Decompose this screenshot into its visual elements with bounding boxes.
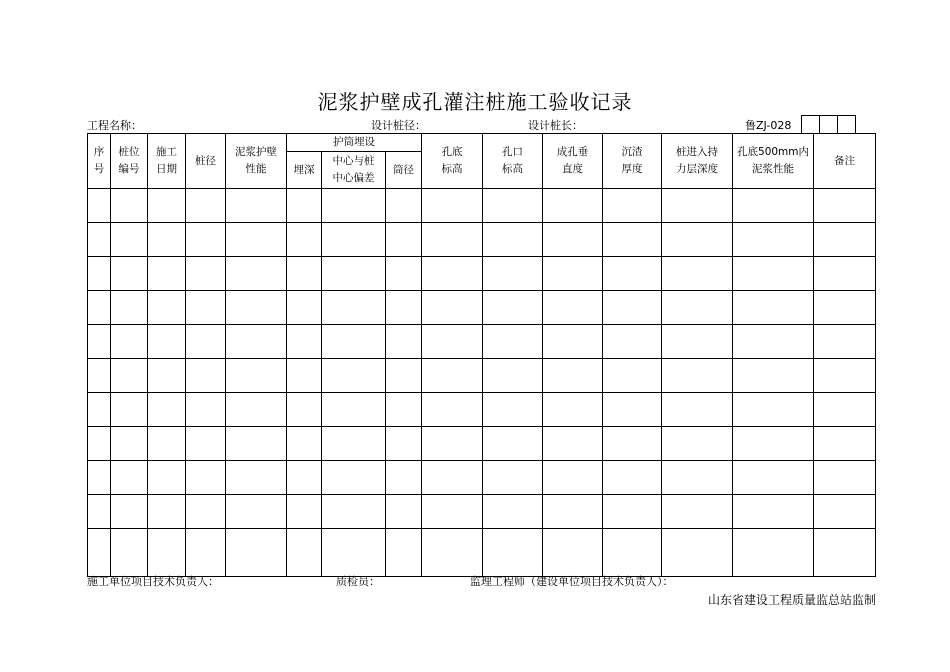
table-cell[interactable] xyxy=(422,427,483,461)
table-cell[interactable] xyxy=(422,291,483,325)
table-cell[interactable] xyxy=(287,359,322,393)
table-cell[interactable] xyxy=(88,325,111,359)
table-cell[interactable] xyxy=(814,529,876,577)
code-boxes xyxy=(802,115,856,134)
table-cell[interactable] xyxy=(603,427,662,461)
table-cell[interactable] xyxy=(322,223,386,257)
table-cell[interactable] xyxy=(422,529,483,577)
table-cell[interactable] xyxy=(148,427,186,461)
table-cell[interactable] xyxy=(186,529,226,577)
table-cell[interactable] xyxy=(322,529,386,577)
table-cell[interactable] xyxy=(186,291,226,325)
table-cell[interactable] xyxy=(111,495,148,529)
table-cell[interactable] xyxy=(287,495,322,529)
table-cell[interactable] xyxy=(287,427,322,461)
table-row xyxy=(88,291,876,325)
table-cell[interactable] xyxy=(733,257,814,291)
header-bottom-mud: 孔底500mm内 泥浆性能 xyxy=(733,134,814,189)
table-cell[interactable] xyxy=(186,495,226,529)
table-cell[interactable] xyxy=(226,257,287,291)
table-cell[interactable] xyxy=(226,325,287,359)
table-row xyxy=(88,529,876,577)
table-cell[interactable] xyxy=(287,325,322,359)
table-cell[interactable] xyxy=(422,495,483,529)
header-seq: 序 号 xyxy=(88,134,111,189)
table-cell[interactable] xyxy=(226,495,287,529)
table-cell[interactable] xyxy=(322,189,386,223)
table-cell[interactable] xyxy=(733,291,814,325)
table-cell[interactable] xyxy=(814,427,876,461)
table-cell[interactable] xyxy=(226,223,287,257)
table-cell[interactable] xyxy=(386,257,422,291)
header-pile-no: 桩位 编号 xyxy=(111,134,148,189)
table-cell[interactable] xyxy=(88,291,111,325)
header-remarks: 备注 xyxy=(814,134,876,189)
table-cell[interactable] xyxy=(322,393,386,427)
table-cell[interactable] xyxy=(422,359,483,393)
code-box[interactable] xyxy=(837,115,856,134)
header-mud-performance: 泥浆护壁 性能 xyxy=(226,134,287,189)
table-cell[interactable] xyxy=(733,393,814,427)
table-row xyxy=(88,325,876,359)
table-cell[interactable] xyxy=(662,223,733,257)
table-cell[interactable] xyxy=(603,495,662,529)
table-row xyxy=(88,427,876,461)
table-cell[interactable] xyxy=(603,461,662,495)
table-cell[interactable] xyxy=(814,495,876,529)
table-cell[interactable] xyxy=(88,393,111,427)
table-cell[interactable] xyxy=(483,393,543,427)
design-length-label: 设计桩长： xyxy=(528,119,583,132)
table-cell[interactable] xyxy=(386,325,422,359)
table-cell[interactable] xyxy=(386,393,422,427)
table-cell[interactable] xyxy=(111,427,148,461)
table-cell[interactable] xyxy=(603,257,662,291)
table-cell[interactable] xyxy=(483,359,543,393)
code-box[interactable] xyxy=(801,115,820,134)
table-cell[interactable] xyxy=(148,495,186,529)
table-cell[interactable] xyxy=(287,189,322,223)
header-top-elevation: 孔口 标高 xyxy=(483,134,543,189)
table-cell[interactable] xyxy=(111,223,148,257)
table-cell[interactable] xyxy=(603,189,662,223)
table-cell[interactable] xyxy=(603,223,662,257)
table-cell[interactable] xyxy=(148,359,186,393)
table-cell[interactable] xyxy=(603,359,662,393)
table-cell[interactable] xyxy=(226,291,287,325)
table-cell[interactable] xyxy=(88,189,111,223)
table-cell[interactable] xyxy=(287,393,322,427)
table-cell[interactable] xyxy=(88,495,111,529)
table-cell[interactable] xyxy=(662,291,733,325)
table-cell[interactable] xyxy=(226,359,287,393)
table-cell[interactable] xyxy=(287,257,322,291)
table-cell[interactable] xyxy=(483,461,543,495)
table-cell[interactable] xyxy=(322,359,386,393)
table-cell[interactable] xyxy=(603,291,662,325)
table-cell[interactable] xyxy=(603,325,662,359)
table-cell[interactable] xyxy=(733,529,814,577)
table-cell[interactable] xyxy=(483,427,543,461)
header-sediment: 沉渣 厚度 xyxy=(603,134,662,189)
table-cell[interactable] xyxy=(543,393,603,427)
table-cell[interactable] xyxy=(543,461,603,495)
table-cell[interactable] xyxy=(603,393,662,427)
table-cell[interactable] xyxy=(733,325,814,359)
table-cell[interactable] xyxy=(186,223,226,257)
table-cell[interactable] xyxy=(422,393,483,427)
table-cell[interactable] xyxy=(111,257,148,291)
table-cell[interactable] xyxy=(814,223,876,257)
table-cell[interactable] xyxy=(386,529,422,577)
table-cell[interactable] xyxy=(386,291,422,325)
header-casing-group: 护筒埋设 xyxy=(287,134,422,152)
table-cell[interactable] xyxy=(543,529,603,577)
table-cell[interactable] xyxy=(662,461,733,495)
table-row xyxy=(88,461,876,495)
code-box[interactable] xyxy=(819,115,838,134)
table-cell[interactable] xyxy=(148,189,186,223)
table-cell[interactable] xyxy=(186,427,226,461)
table-cell[interactable] xyxy=(88,257,111,291)
table-cell[interactable] xyxy=(483,189,543,223)
table-cell[interactable] xyxy=(483,257,543,291)
table-cell[interactable] xyxy=(148,325,186,359)
table-cell[interactable] xyxy=(111,461,148,495)
table-cell[interactable] xyxy=(226,461,287,495)
header-date: 施工 日期 xyxy=(148,134,186,189)
table-cell[interactable] xyxy=(662,325,733,359)
table-cell[interactable] xyxy=(287,529,322,577)
table-cell[interactable] xyxy=(483,529,543,577)
table-row xyxy=(88,495,876,529)
table-cell[interactable] xyxy=(422,257,483,291)
table-row xyxy=(88,189,876,223)
table-cell[interactable] xyxy=(483,495,543,529)
header-diameter: 桩径 xyxy=(186,134,226,189)
table-cell[interactable] xyxy=(662,529,733,577)
supervisor-label: 监理工程师（建设单位项目技术负责人）： xyxy=(470,575,674,588)
table-cell[interactable] xyxy=(422,461,483,495)
table-cell[interactable] xyxy=(603,529,662,577)
table-cell[interactable] xyxy=(111,393,148,427)
table-cell[interactable] xyxy=(543,223,603,257)
table-cell[interactable] xyxy=(386,359,422,393)
table-cell[interactable] xyxy=(226,393,287,427)
table-cell[interactable] xyxy=(111,325,148,359)
table-cell[interactable] xyxy=(483,325,543,359)
table-cell[interactable] xyxy=(662,495,733,529)
header-casing-depth: 埋深 xyxy=(287,152,322,189)
table-cell[interactable] xyxy=(88,461,111,495)
table-cell[interactable] xyxy=(186,325,226,359)
table-cell[interactable] xyxy=(226,189,287,223)
table-cell[interactable] xyxy=(111,529,148,577)
table-cell[interactable] xyxy=(733,359,814,393)
inspector-label: 质检员： xyxy=(336,575,380,588)
table-cell[interactable] xyxy=(226,427,287,461)
table-cell[interactable] xyxy=(88,529,111,577)
table-cell[interactable] xyxy=(733,223,814,257)
form-code: 鲁ZJ-028 xyxy=(745,119,792,132)
table-cell[interactable] xyxy=(287,291,322,325)
document-title: 泥浆护壁成孔灌注桩施工验收记录 xyxy=(317,90,633,114)
table-cell[interactable] xyxy=(111,359,148,393)
table-cell[interactable] xyxy=(111,291,148,325)
table-cell[interactable] xyxy=(111,189,148,223)
table-cell[interactable] xyxy=(148,461,186,495)
supervision-org: 山东省建设工程质量监总站监制 xyxy=(707,593,876,607)
table-cell[interactable] xyxy=(543,257,603,291)
table-cell[interactable] xyxy=(287,223,322,257)
table-cell[interactable] xyxy=(814,257,876,291)
table-cell[interactable] xyxy=(543,427,603,461)
table-cell[interactable] xyxy=(386,223,422,257)
header-bearing-depth: 桩进入持 力层深度 xyxy=(662,134,733,189)
table-cell[interactable] xyxy=(662,427,733,461)
table-cell[interactable] xyxy=(386,189,422,223)
table-cell[interactable] xyxy=(148,529,186,577)
table-cell[interactable] xyxy=(662,189,733,223)
table-cell[interactable] xyxy=(733,189,814,223)
table-cell[interactable] xyxy=(287,461,322,495)
table-cell[interactable] xyxy=(543,359,603,393)
table-row xyxy=(88,257,876,291)
table-cell[interactable] xyxy=(483,291,543,325)
contractor-lead-label: 施工单位项目技术负责人： xyxy=(87,575,219,588)
table-cell[interactable] xyxy=(186,257,226,291)
table-cell[interactable] xyxy=(814,189,876,223)
table-cell[interactable] xyxy=(186,359,226,393)
table-cell[interactable] xyxy=(814,393,876,427)
table-cell[interactable] xyxy=(88,359,111,393)
project-name-label: 工程名称： xyxy=(87,119,142,132)
table-cell[interactable] xyxy=(322,325,386,359)
header-bottom-elevation: 孔底 标高 xyxy=(422,134,483,189)
table-cell[interactable] xyxy=(543,325,603,359)
header-verticality: 成孔垂 直度 xyxy=(543,134,603,189)
table-cell[interactable] xyxy=(386,495,422,529)
table-cell[interactable] xyxy=(814,325,876,359)
table-cell[interactable] xyxy=(733,427,814,461)
table-cell[interactable] xyxy=(733,495,814,529)
design-diameter-label: 设计桩径： xyxy=(371,119,426,132)
table-cell[interactable] xyxy=(422,325,483,359)
table-cell[interactable] xyxy=(148,291,186,325)
acceptance-record-table xyxy=(87,133,876,577)
table-cell[interactable] xyxy=(422,189,483,223)
table-cell[interactable] xyxy=(148,257,186,291)
table-cell[interactable] xyxy=(422,223,483,257)
table-cell[interactable] xyxy=(662,257,733,291)
table-cell[interactable] xyxy=(814,359,876,393)
table-cell[interactable] xyxy=(186,189,226,223)
table-cell[interactable] xyxy=(322,257,386,291)
table-cell[interactable] xyxy=(543,495,603,529)
table-cell[interactable] xyxy=(88,427,111,461)
table-cell[interactable] xyxy=(733,461,814,495)
table-cell[interactable] xyxy=(88,223,111,257)
table-cell[interactable] xyxy=(186,393,226,427)
table-row xyxy=(88,359,876,393)
table-cell[interactable] xyxy=(814,461,876,495)
table-cell[interactable] xyxy=(322,495,386,529)
table-cell[interactable] xyxy=(322,291,386,325)
table-cell[interactable] xyxy=(483,223,543,257)
table-cell[interactable] xyxy=(226,529,287,577)
table-cell[interactable] xyxy=(322,461,386,495)
table-cell[interactable] xyxy=(662,359,733,393)
header-casing-offset: 中心与桩 中心偏差 xyxy=(322,152,386,189)
table-cell[interactable] xyxy=(543,291,603,325)
table-cell[interactable] xyxy=(186,461,226,495)
table-cell[interactable] xyxy=(662,393,733,427)
table-row xyxy=(88,393,876,427)
table-cell[interactable] xyxy=(148,223,186,257)
table-cell[interactable] xyxy=(543,189,603,223)
table-cell[interactable] xyxy=(322,427,386,461)
table-row xyxy=(88,223,876,257)
table-cell[interactable] xyxy=(386,427,422,461)
table-cell[interactable] xyxy=(148,393,186,427)
table-cell[interactable] xyxy=(814,291,876,325)
header-casing-diameter: 筒径 xyxy=(386,152,422,189)
table-cell[interactable] xyxy=(386,461,422,495)
